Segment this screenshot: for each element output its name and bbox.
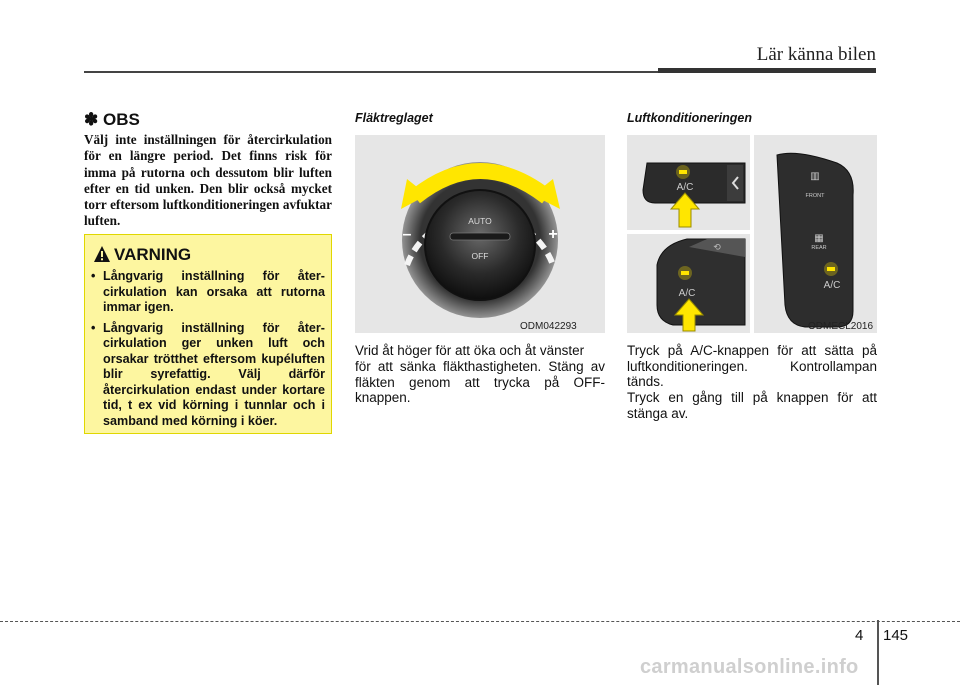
ac-button-top-label[interactable]: A/C (676, 182, 694, 193)
ac-text-2: Tryck en gång till på knappen för att stänga av. (627, 390, 877, 421)
fan-heading: Fläktreglaget (355, 111, 433, 125)
page-header-title: Lär känna bilen (756, 44, 876, 65)
knob-divider (450, 233, 510, 240)
fan-text-1: Vrid åt höger för att öka och åt vänster (355, 343, 585, 358)
footer-rule (0, 621, 960, 622)
ac-heading: Luftkonditioneringen (627, 111, 752, 125)
warning-item: • Långvarig inställning för åter-cirkulation kan orsaka att rutorna immar igen. (91, 269, 325, 316)
footer-page-separator (877, 620, 879, 685)
rear-defrost-icon: ▦ (814, 233, 824, 244)
front-defrost-icon: ▥ (810, 171, 820, 182)
warning-title: VARNING (114, 245, 192, 264)
warning-item: • Långvarig inställning för åter-cirkulation ger unken luft och orsakar trötthet eftersom kupéluften blir syrefattig. Välj därför återcirkulation endast under kortare tid, t ex vid körning i tunnlar och i samband med körning i köer. (91, 321, 325, 430)
fan-text-2: för att sänka fläkthastigheten. Stäng av fläkten genom att trycka på OFF-knappen. (355, 359, 605, 405)
fan-figure (355, 135, 605, 333)
obs-heading: ✽ OBS (84, 110, 140, 129)
knob-off-label[interactable]: OFF (471, 251, 489, 261)
chapter-number: 4 (855, 627, 864, 644)
obs-text: Välj inte inställningen för återcirkulation för en längre period. Det finns risk för imma på rutorna och dessutom blir luften efter en tid unken. Den blir också mycket torr eftersom luftkonditioneringen avfuktar luften. (84, 132, 332, 229)
fan-knob-illustration (355, 135, 605, 333)
warning-list (91, 269, 325, 434)
watermark: carmanualsonline.info (640, 656, 859, 678)
knob-auto-label[interactable]: AUTO (468, 216, 492, 226)
knob-minus-label: – (402, 226, 412, 243)
warning-box (84, 234, 332, 434)
ac-button-bottom-label[interactable]: A/C (678, 288, 696, 299)
knob-body (425, 190, 535, 300)
ac-side-button (727, 165, 743, 201)
ac-figure (627, 135, 877, 333)
fan-figure-code: ODM042293 (520, 321, 577, 332)
front-defrost-label[interactable]: FRONT (805, 193, 825, 199)
ac-figure-code: ODMECL2016 (808, 321, 874, 332)
page-number: 145 (883, 627, 909, 644)
warning-triangle-icon (94, 246, 110, 262)
ac-buttons-illustration (627, 135, 877, 333)
recirculation-icon: ⟲ (713, 243, 721, 253)
header-rule-accent (658, 68, 876, 73)
ac-button-right-label[interactable]: A/C (823, 280, 841, 291)
rear-defrost-label[interactable]: REAR (811, 245, 827, 251)
ac-text-1: Tryck på A/C-knappen för att sätta på luftkonditioneringen. Kontrollampan tänds. (627, 343, 877, 389)
knob-plus-label: + (548, 226, 558, 243)
